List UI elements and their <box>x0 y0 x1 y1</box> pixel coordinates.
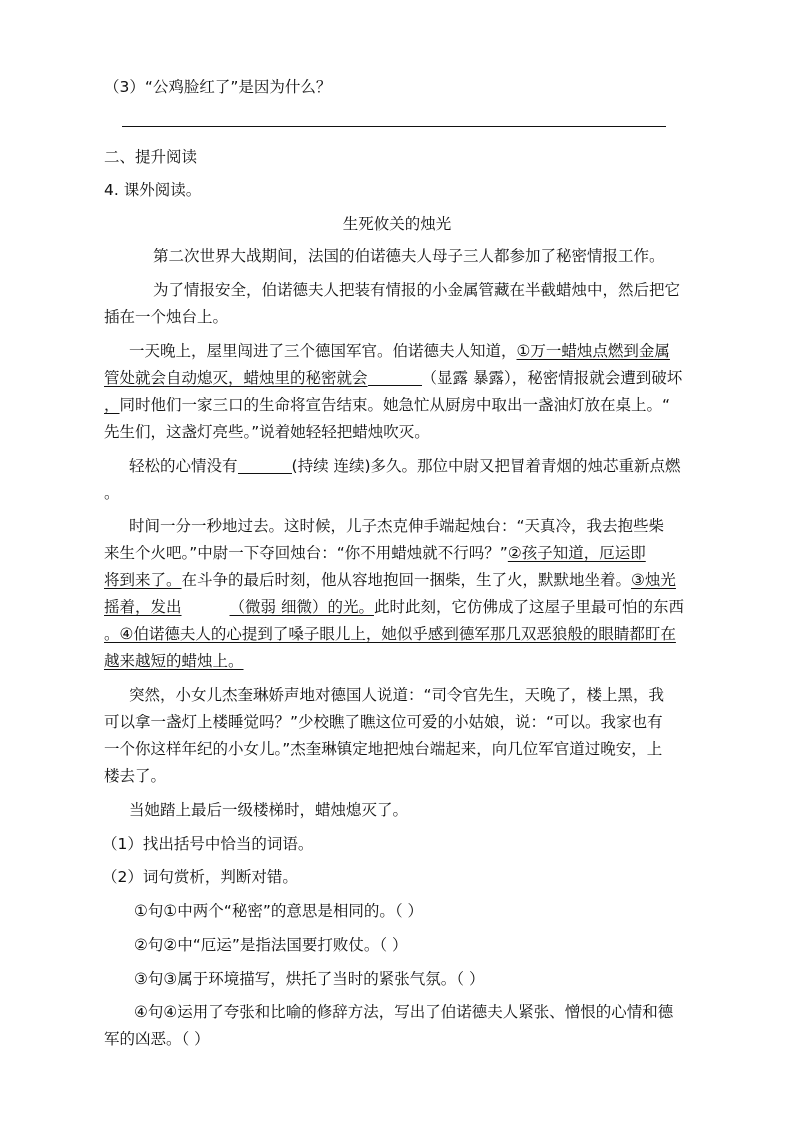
text: 同时他们一家三口的生命将宣告结束。她急忙从厨房中取出一盏油灯放在桌上。“ <box>119 396 671 414</box>
underlined-sentence-1: 管处就会自动熄灭，蜡烛里的秘密就会 <box>104 369 368 387</box>
text: 来生个火吧。”中尉一下夺回烛台：“你不用蜡烛就不行吗？” <box>104 544 508 562</box>
subquestion-2: （2）词句赏析，判断对错。 <box>102 868 298 886</box>
judgement-4-line-1: ④句④运用了夸张和比喻的修辞方法，写出了伯诺德夫人紧张、憎恨的心情和德 <box>134 1003 674 1021</box>
text: 一天晚上，屋里闯进了三个德国军官。伯诺德夫人知道， <box>129 342 517 360</box>
underlined-sentence-3 <box>104 598 374 616</box>
paragraph-3-line-4: 先生们，这盏灯亮些。”说着她轻轻把蜡烛吹灭。 <box>104 423 430 441</box>
question-4: 4. 课外阅读。 <box>104 181 202 199</box>
section-heading: 二、提升阅读 <box>104 148 198 166</box>
subquestion-1: （1）找出括号中恰当的词语。 <box>102 835 314 853</box>
underlined-sentence-1: ， <box>104 396 120 414</box>
paragraph-6-line-3: 一个你这样年纪的小女儿。”杰奎琳镇定地把烛台端起来，向几位军官道过晚安，上 <box>104 740 663 758</box>
paragraph-5-line-1: 时间一分一秒地过去。这时候，儿子杰克伸手端起烛台：“天真冷，我去抱些柴 <box>129 517 665 535</box>
paragraph-3-line-3 <box>104 395 670 415</box>
text: （显露 暴露），秘密情报就会遭到破坏 <box>421 369 683 387</box>
paragraph-6-line-4: 楼去了。 <box>104 767 167 785</box>
underlined-sentence-4-end: 越来越短的蜡烛上。 <box>104 652 244 670</box>
paragraph-2-line-2: 插在一个烛台上。 <box>104 308 229 326</box>
paragraph-1: 第二次世界大战期间，法国的伯诺德夫人母子三人都参加了秘密情报工作。 <box>153 247 665 265</box>
underlined-sentence-2: 将到来了。 <box>104 571 182 589</box>
judgement-1: ①句①中两个“秘密”的意思是相同的。（ ） <box>134 902 424 920</box>
question-3: （3）“公鸡脸红了”是因为什么？ <box>104 78 332 96</box>
paragraph-5-line-4 <box>104 597 684 617</box>
answer-line <box>122 126 666 127</box>
text: （微弱 细微）的光。 <box>229 598 374 616</box>
underlined-sentence-1: ①万一蜡烛点燃到金属 <box>516 342 670 360</box>
fill-blank-1[interactable] <box>368 370 422 386</box>
paragraph-6-line-1: 突然，小女儿杰奎琳娇声地对德国人说道：“司令官先生，天晚了，楼上黑，我 <box>129 686 665 704</box>
paragraph-3-line-1 <box>129 341 670 361</box>
paragraph-7: 当她踏上最后一级楼梯时，蜡烛熄灭了。 <box>129 801 409 819</box>
judgement-4-line-2: 军的凶恶。（ ） <box>104 1030 210 1048</box>
paragraph-4-line-2: 。 <box>104 484 120 502</box>
underlined-sentence-2: ②孩子知道，厄运即 <box>507 544 646 562</box>
paragraph-5-line-3 <box>104 570 676 590</box>
text: 在斗争的最后时刻，他从容地抱回一捆柴，生了火，默默地坐着。 <box>181 571 632 589</box>
judgement-2: ②句②中“厄运”是指法国要打败仗。（ ） <box>134 936 408 954</box>
passage-title: 生死攸关的烛光 <box>342 215 452 233</box>
paragraph-2-line-1: 为了情报安全，伯诺德夫人把装有情报的小金属管藏在半截蜡烛中，然后把它 <box>153 281 681 299</box>
paragraph-6-line-2: 可以拿一盏灯上楼睡觉吗？”少校瞧了瞧这位可爱的小姑娘，说：“可以。我家也有 <box>104 713 663 731</box>
paragraph-4-line-1 <box>129 456 681 476</box>
text: 此时此刻，它仿佛成了这屋子里最可怕的东西 <box>373 598 684 616</box>
fill-blank-2[interactable] <box>238 458 292 474</box>
paragraph-5-line-2 <box>104 543 646 563</box>
paragraph-3-line-2 <box>104 368 682 388</box>
underlined-sentence-3: ③烛光 <box>631 571 676 589</box>
text: (持续 连续)多久。那位中尉又把冒着青烟的烛芯重新点燃 <box>291 457 681 475</box>
text: 轻松的心情没有 <box>129 457 238 475</box>
text: 摇着，发出 <box>104 598 182 616</box>
underlined-sentence-4: 。④伯诺德夫人的心提到了嗓子眼儿上，她似乎感到德军那几双恶狼般的眼睛都盯在 <box>104 625 676 643</box>
judgement-3: ③句③属于环境描写，烘托了当时的紧张气氛。（ ） <box>134 970 485 988</box>
